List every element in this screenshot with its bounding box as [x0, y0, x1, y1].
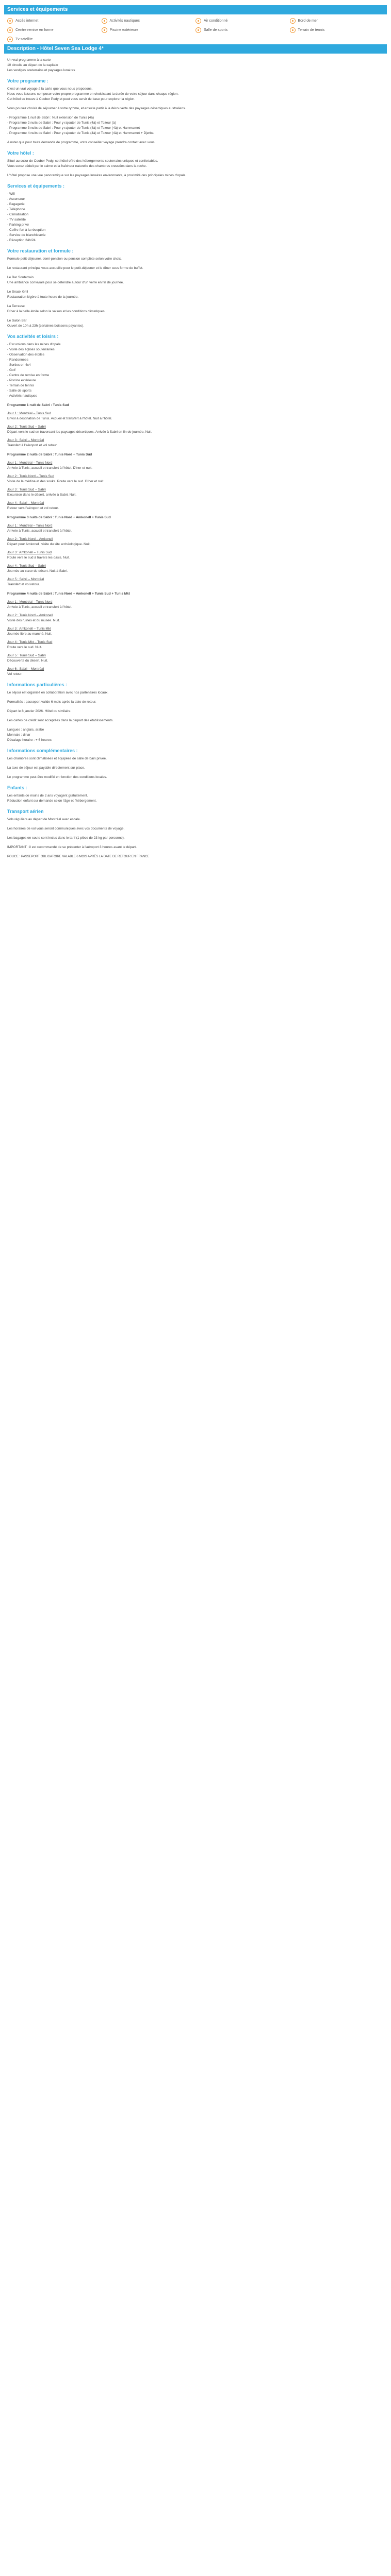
description-content [4, 54, 387, 870]
itinerary-day-title: Jour 3 : Sabri – Montréal [7, 438, 44, 442]
text-line: Ouvert de 10h à 23h (certaines boissons payantes). [7, 324, 85, 328]
text-line: - Service de blanchisserie [7, 233, 46, 237]
text-line: - Programme 1 nuit de Sabri : Nuit extension de Tunis (4à) [7, 116, 94, 120]
amenity-label: Tv satellite [15, 37, 33, 41]
itinerary-title: Programme 3 nuits de Sabri : Tunis Nord + Amkonell + Tunis Sud [7, 516, 111, 519]
text-line: IMPORTANT : il est recommandé de se présenter à l'aéroport 3 heures avant le départ. [7, 845, 137, 849]
services-header: Services et équipements [4, 5, 387, 14]
dumbbell-icon [7, 27, 13, 33]
text-line: Les enfants de moins de 2 ans voyagent gratuitement. [7, 794, 88, 798]
spacer [7, 448, 384, 452]
text-line: Décalage horaire : + 6 heures [7, 738, 52, 742]
text-line: C'est un vrai voyage à la carte que vous nous proposons. [7, 87, 93, 91]
text-line: Départ le 8 janvier 2026. Hôtel ou similaire. [7, 709, 72, 713]
text-line: Le séjour est organisé en collaboration avec nos partenaires locaux. [7, 691, 109, 694]
text-line: - TV satellite [7, 218, 26, 222]
boat-icon [102, 18, 107, 24]
itinerary-day-title: Jour 6 : Sabri – Montréal [7, 667, 44, 671]
text-line: - Randonnées [7, 358, 28, 362]
hotel-block [7, 159, 384, 178]
itinerary-day-title: Jour 5 : Tunis Sud – Sabri [7, 654, 46, 657]
text-line: - Programme 4 nuits de Sabri : Pour y rajouter de Tunis (4à) et Tozeur (4à) et Hammamet + Djerba [7, 131, 154, 135]
itinerary-day-text: Retour vers l'aéroport et vol retour. [7, 506, 59, 510]
wifi-icon [7, 18, 13, 24]
amenity-item [102, 18, 196, 24]
text-line: - Programme 3 nuits de Sabri : Pour y rajouter de Tunis (4à) et Tozeur (4à) et Hammamet [7, 126, 140, 130]
text-line: Vous pouvez choisir de séjourner à votre rythme, et ensuite partir à la découverte des paysages désertiques australiens. [7, 107, 186, 110]
activities-heading: Vos activités et loisirs : [7, 334, 59, 339]
spacer [7, 102, 384, 106]
restaurant-block [7, 257, 384, 329]
itinerary-day-title: Jour 3 : Amkonell – Tunis Sud [7, 551, 52, 554]
intro-block [7, 58, 384, 73]
itinerary-day-text: Départ vers le sud en traversant les paysages désertiques. Arrivée à Sabri en fin de journée. Nuit. [7, 430, 153, 434]
snowflake-icon [196, 18, 201, 24]
itinerary-day-text: Transfert à l'aéroport et vol retour. [7, 444, 58, 447]
amenity-item [102, 27, 196, 33]
tennis-icon [290, 27, 296, 33]
itinerary-block [7, 399, 384, 677]
enfants-block [7, 793, 384, 804]
itinerary-day-title: Jour 1 : Montréal – Tunis Sud [7, 412, 51, 415]
text-line: Dîner à la belle étoile selon la saison et les conditions climatiques. [7, 310, 106, 313]
pool-icon [102, 27, 107, 33]
spacer [7, 262, 384, 266]
text-line: Réduction enfant sur demande selon l'âge et l'hébergement. [7, 799, 97, 803]
itinerary-day-title: Jour 3 : Tunis Sud – Sabri [7, 488, 46, 492]
text-line: - Observation des étoiles [7, 353, 44, 357]
itinerary-day-text: Découverte du désert. Nuit. [7, 659, 48, 663]
itinerary-day-text: Excursion dans le désert, arrivée à Sabri. Nuit. [7, 493, 77, 497]
itinerary-day-title: Jour 3 : Amkonell – Tunis Mkt [7, 627, 51, 631]
activities-list [7, 342, 384, 399]
text-line: - Salle de sports [7, 389, 31, 393]
text-line: Les vestiges souterrains et paysages lunaires [7, 69, 75, 72]
text-line: - Climatisation [7, 213, 29, 216]
itinerary-day-text: Route vers le sud à travers les oasis. Nuit. [7, 556, 70, 560]
text-line: - Sorties en 4x4 [7, 363, 31, 367]
spacer [7, 511, 384, 515]
itinerary-day-title: Jour 4 : Tunis Sud – Sabri [7, 564, 46, 568]
amenity-label: Activités nautiques [109, 19, 140, 23]
spacer [7, 841, 384, 845]
itinerary-day-text: Visite des ruines et du musée. Nuit. [7, 619, 60, 622]
itinerary-day-text: Journée au cœur du désert. Nuit à Sabri. [7, 569, 68, 573]
amenity-item [7, 27, 102, 33]
text-line: - Wifi [7, 192, 15, 196]
spacer [7, 136, 384, 140]
spacer [7, 714, 384, 718]
spacer [7, 696, 384, 700]
infos-heading: Informations particulières : [7, 682, 68, 687]
spacer [7, 771, 384, 775]
enfants-heading: Enfants : [7, 785, 27, 790]
spacer [7, 587, 384, 591]
spacer [7, 271, 384, 275]
text-line: Situé au cœur de Coober Pedy, cet hôtel offre des hébergements souterrains uniques et confortables. [7, 159, 158, 163]
amenity-label: Air conditionné [204, 19, 228, 23]
hotel-heading: Votre hôtel : [7, 150, 34, 156]
amenity-label: Bord de mer [298, 19, 318, 23]
text-line: - Programme 2 nuits de Sabri : Pour y rajouter de Tunis (4à) et Tozeur (à) [7, 121, 116, 125]
amenities-grid [4, 14, 387, 44]
info-comp-block [7, 756, 384, 780]
text-line: - Réception 24h/24 [7, 239, 36, 242]
text-line: Vols réguliers au départ de Montréal avec escale. [7, 818, 81, 821]
text-line: - Excursions dans les mines d'opale [7, 343, 61, 346]
text-line: A noter que pour toute demande de programme, votre conseiller voyage prendra contact avec vous. [7, 141, 156, 144]
itinerary-day-title: Jour 2 : Tunis Nord – Tunis Sud [7, 474, 55, 478]
text-line: - Coffre-fort à la réception [7, 228, 45, 232]
info-comp-heading: Informations complémentaires : [7, 748, 78, 753]
text-line: - Centre de remise en forme [7, 374, 50, 377]
text-line: Une ambiance conviviale pour se détendre autour d'un verre en fin de journée. [7, 281, 124, 284]
amenity-label: Terrain de tennis [298, 28, 325, 32]
restaurant-heading: Votre restauration et formule : [7, 248, 74, 253]
text-line: - Ascenseur [7, 197, 25, 201]
spacer [7, 705, 384, 709]
amenity-label: Centre remise en forme [15, 28, 54, 32]
text-line: - Téléphone [7, 208, 25, 211]
itinerary-day-title: Jour 2 : Tunis Nord – Amkonell [7, 537, 53, 541]
description-header: Description - Hôtel Seven Sea Lodge 4* [4, 44, 387, 54]
text-line: La Terrasse [7, 304, 25, 308]
amenity-item [290, 27, 384, 33]
policy-note: POLICE : PASSEPORT OBLIGATOIRE VALABLE 6 MOIS APRÈS LA DATE DE RETOUR EN FRANCE [7, 855, 150, 858]
itinerary-day-text: Envol à destination de Tunis. Accueil et transfert à l'hôtel. Nuit à l'hôtel. [7, 417, 112, 420]
spacer [7, 314, 384, 318]
transport-block [7, 817, 384, 850]
itinerary-day-text: Arrivée à Tunis, accueil et transfert à l'hôtel. [7, 529, 72, 533]
itinerary-day-text: Arrivée à Tunis, accueil et transfert à l'hôtel. [7, 605, 72, 609]
text-line: Le Bar Souterrain [7, 276, 34, 279]
itinerary-day-text: Visite de la médina et des souks. Route vers le sud. Dîner et nuit. [7, 480, 105, 483]
amenity-item [7, 18, 102, 24]
text-line: Les horaires de vol vous seront communiqués avec vos documents de voyage. [7, 827, 125, 831]
text-line: Le Snack Grill [7, 290, 28, 294]
itinerary-day-title: Jour 2 : Tunis Sud – Sabri [7, 425, 46, 429]
amenity-item [7, 36, 102, 42]
program-block [7, 87, 384, 145]
text-line: La taxe de séjour est payable directement sur place. [7, 766, 85, 770]
sports-icon [196, 27, 201, 33]
text-line: L'hôtel propose une vue panoramique sur les paysages lunaires environnants, à proximité des principales mines d'opale. [7, 174, 187, 177]
amenity-label: Accès internet [15, 19, 39, 23]
waves-icon [290, 18, 296, 24]
itinerary-day-text: Journée libre au marché. Nuit. [7, 632, 53, 636]
amenity-item [196, 18, 290, 24]
spacer [7, 761, 384, 766]
infos-block [7, 690, 384, 743]
text-line: - Piscine extérieure [7, 379, 36, 382]
spacer [7, 723, 384, 727]
itinerary-day-text: Arrivée à Tunis, accueil et transfert à l'hôtel. Dîner et nuit. [7, 466, 92, 470]
text-line: Formalités : passeport valide 6 mois après la date de retour. [7, 700, 96, 704]
tv-icon [7, 37, 13, 42]
text-line: - Parking privé [7, 223, 29, 227]
text-line: - Bagagerie [7, 202, 25, 206]
itinerary-title: Programme 2 nuits de Sabri : Tunis Nord + Tunis Sud [7, 453, 92, 456]
amenity-label: Piscine extérieure [109, 28, 139, 32]
spacer [7, 822, 384, 826]
transport-heading: Transport aérien [7, 809, 44, 814]
text-line: Le programme peut être modifié en fonction des conditions locales. [7, 775, 107, 779]
itinerary-day-title: Jour 1 : Montréal – Tunis Nord [7, 600, 53, 604]
text-line: 10 circuits au départ de la capitale [7, 63, 58, 67]
text-line: Vous serez séduit par le calme et la fraîcheur naturelle des chambres creusées dans la roche. [7, 164, 147, 168]
spacer [7, 285, 384, 290]
text-line: Les cartes de crédit sont acceptées dans la plupart des établissements. [7, 719, 113, 722]
spacer [7, 111, 384, 115]
text-line: Un vrai programme à la carte [7, 58, 51, 62]
text-line: Les bagages en soute sont inclus dans le tarif (1 pièce de 23 kg par personne). [7, 836, 125, 840]
program-heading: Votre programme : [7, 78, 48, 83]
text-line: Monnaie : dinar [7, 733, 30, 737]
itinerary-day-title: Jour 1 : Montréal – Tunis Nord [7, 524, 53, 528]
text-line: Langues : anglais, arabe [7, 728, 44, 732]
itinerary-day-text: Vol retour. [7, 672, 23, 676]
itinerary-day-title: Jour 5 : Sabri – Montréal [7, 578, 44, 581]
text-line: Les chambres sont climatisées et équipées de salle de bain privée. [7, 757, 107, 760]
itinerary-day-title: Jour 1 : Montréal – Tunis Nord [7, 461, 53, 465]
text-line: - Activités nautiques [7, 394, 37, 398]
spacer [7, 300, 384, 304]
itinerary-day-title: Jour 4 : Sabri – Montréal [7, 501, 44, 505]
itinerary-day-text: Transfert et vol retour. [7, 583, 40, 586]
amenity-label: Salle de sports [204, 28, 228, 32]
services-heading: Services et équipements : [7, 183, 65, 189]
text-line: Formule petit-déjeuner, demi-pension ou pension complète selon votre choix. [7, 257, 122, 261]
text-line: Le restaurant principal vous accueille pour le petit-déjeuner et le dîner sous forme de buffet. [7, 266, 143, 270]
text-line: - Terrain de tennis [7, 384, 34, 387]
itinerary-day-title: Jour 2 : Tunis Nord – Amkonell [7, 614, 53, 617]
itinerary-day-text: Route vers le sud. Nuit. [7, 646, 42, 649]
itinerary-day-title: Jour 4 : Tunis Mkt – Tunis Sud [7, 640, 53, 644]
amenity-item [196, 27, 290, 33]
text-line: Restauration légère à toute heure de la journée. [7, 295, 79, 299]
text-line: - Visite des églises souterraines [7, 348, 55, 351]
itinerary-day-text: Départ pour Amkonell, visite du site archéologique. Nuit. [7, 543, 91, 546]
spacer [7, 399, 384, 403]
spacer [7, 169, 384, 173]
services-list [7, 192, 384, 243]
text-line: - Golf [7, 368, 15, 372]
page [4, 0, 387, 870]
itinerary-title: Programme 4 nuits de Sabri : Tunis Nord + Amkonell + Tunis Sud + Tunis Mkt [7, 592, 130, 596]
text-line: Le Salon Bar [7, 319, 27, 323]
text-line: Nous vous laissons composer votre propre programme en choisissant la durée de votre séjour dans chaque région. [7, 92, 179, 96]
spacer [7, 832, 384, 836]
text-line: Cet hôtel se trouve à Coober Pedy et peut vous servir de base pour explorer la région. [7, 97, 136, 101]
itinerary-title: Programme 1 nuit de Sabri : Tunis Sud [7, 403, 69, 407]
amenity-item [290, 18, 384, 24]
